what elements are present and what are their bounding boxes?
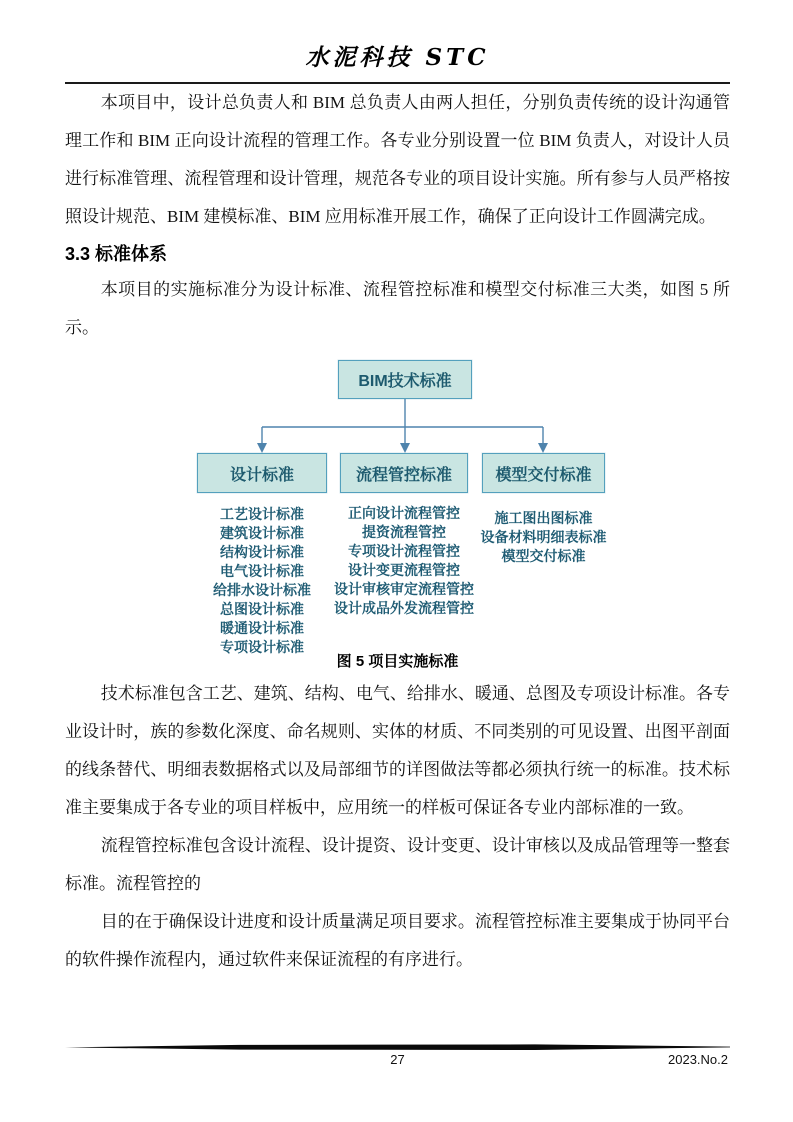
page bbox=[65, 0, 730, 979]
list-item: 建筑设计标准 bbox=[220, 525, 304, 541]
page-footer bbox=[65, 1044, 730, 1072]
diagram-branch-delivery-node: 模型交付标准 bbox=[482, 453, 605, 493]
diagram-branch-process-node: 流程管控标准 bbox=[340, 453, 468, 493]
list-item: 正向设计流程管控 bbox=[348, 505, 460, 521]
figure-caption: 图 5 项目实施标准 bbox=[336, 653, 459, 670]
issue-number: 2023.No.2 bbox=[668, 1052, 728, 1067]
list-item: 专项设计标准 bbox=[220, 639, 304, 655]
footer-rule bbox=[65, 1044, 730, 1051]
diagram-branch-design-node: 设计标准 bbox=[197, 453, 327, 493]
list-item: 工艺设计标准 bbox=[220, 506, 304, 522]
list-item: 总图设计标准 bbox=[220, 601, 304, 617]
list-item: 结构设计标准 bbox=[220, 544, 304, 560]
list-item: 电气设计标准 bbox=[220, 563, 304, 579]
paragraph-2: 本项目的实施标准分为设计标准、流程管控标准和模型交付标准三大类，如图 5 所示。 bbox=[65, 280, 730, 337]
list-item: 模型交付标准 bbox=[501, 548, 586, 564]
list-item: 设计成品外发流程管控 bbox=[334, 600, 474, 616]
list-item: 给排水设计标准 bbox=[213, 582, 311, 598]
list-item: 暖通设计标准 bbox=[220, 620, 304, 636]
list-item: 施工图出图标准 bbox=[494, 510, 593, 526]
paragraph-3: 技术标准包含工艺、建筑、结构、电气、给排水、暖通、总图及专项设计标准。各专业设计时，族的参数化深度、命名规则、实体的材质、不同类别的可见设置、出图平剖面的线条替代、明细表数据格式以及局部细节的详图做法等都必须执行统一的标准。技术标准主要集成于各专业的项目样板中，应用统一的样板可保证各专业内部标准的一致。 bbox=[65, 684, 730, 817]
paragraph-1: 本项目中，设计总负责人和 BIM 总负责人由两人担任，分别负责传统的设计沟通管理工作和 BIM 正向设计流程的管理工作。各专业分别设置一位 BIM 负责人，对设计人员进行标准管理、流程管理和设计管理，规范各专业的项目设计实施。所有参与人员严格按照设计规范、BIM 建模标准、BIM 应用标准开展工作，确保了正向设计工作圆满完成。 bbox=[65, 93, 730, 226]
page-header bbox=[65, 0, 730, 84]
diagram-root-node: BIM技术标准 bbox=[338, 360, 472, 399]
paragraph-5: 目的在于确保设计进度和设计质量满足项目要求。流程管控标准主要集成于协同平台的软件操作流程内，通过软件来保证流程的有序进行。 bbox=[65, 912, 730, 969]
list-item: 设计变更流程管控 bbox=[348, 562, 460, 578]
diagram-delivery-items bbox=[455, 509, 632, 566]
page-number: 27 bbox=[390, 1052, 405, 1067]
section-heading: 3.3 标准体系 bbox=[65, 244, 168, 264]
list-item: 设备材料明细表标准 bbox=[480, 529, 607, 545]
list-item: 设计审核审定流程管控 bbox=[334, 581, 474, 597]
journal-title: 水泥科技 STC bbox=[305, 44, 490, 71]
footer-row bbox=[65, 1052, 730, 1072]
paragraph-4: 流程管控标准包含设计流程、设计提资、设计变更、设计审核以及成品管理等一整套标准。流程管控的 bbox=[65, 836, 730, 893]
list-item: 专项设计流程管控 bbox=[348, 543, 460, 559]
list-item: 提资流程管控 bbox=[362, 524, 446, 540]
figure-diagram bbox=[65, 353, 730, 655]
